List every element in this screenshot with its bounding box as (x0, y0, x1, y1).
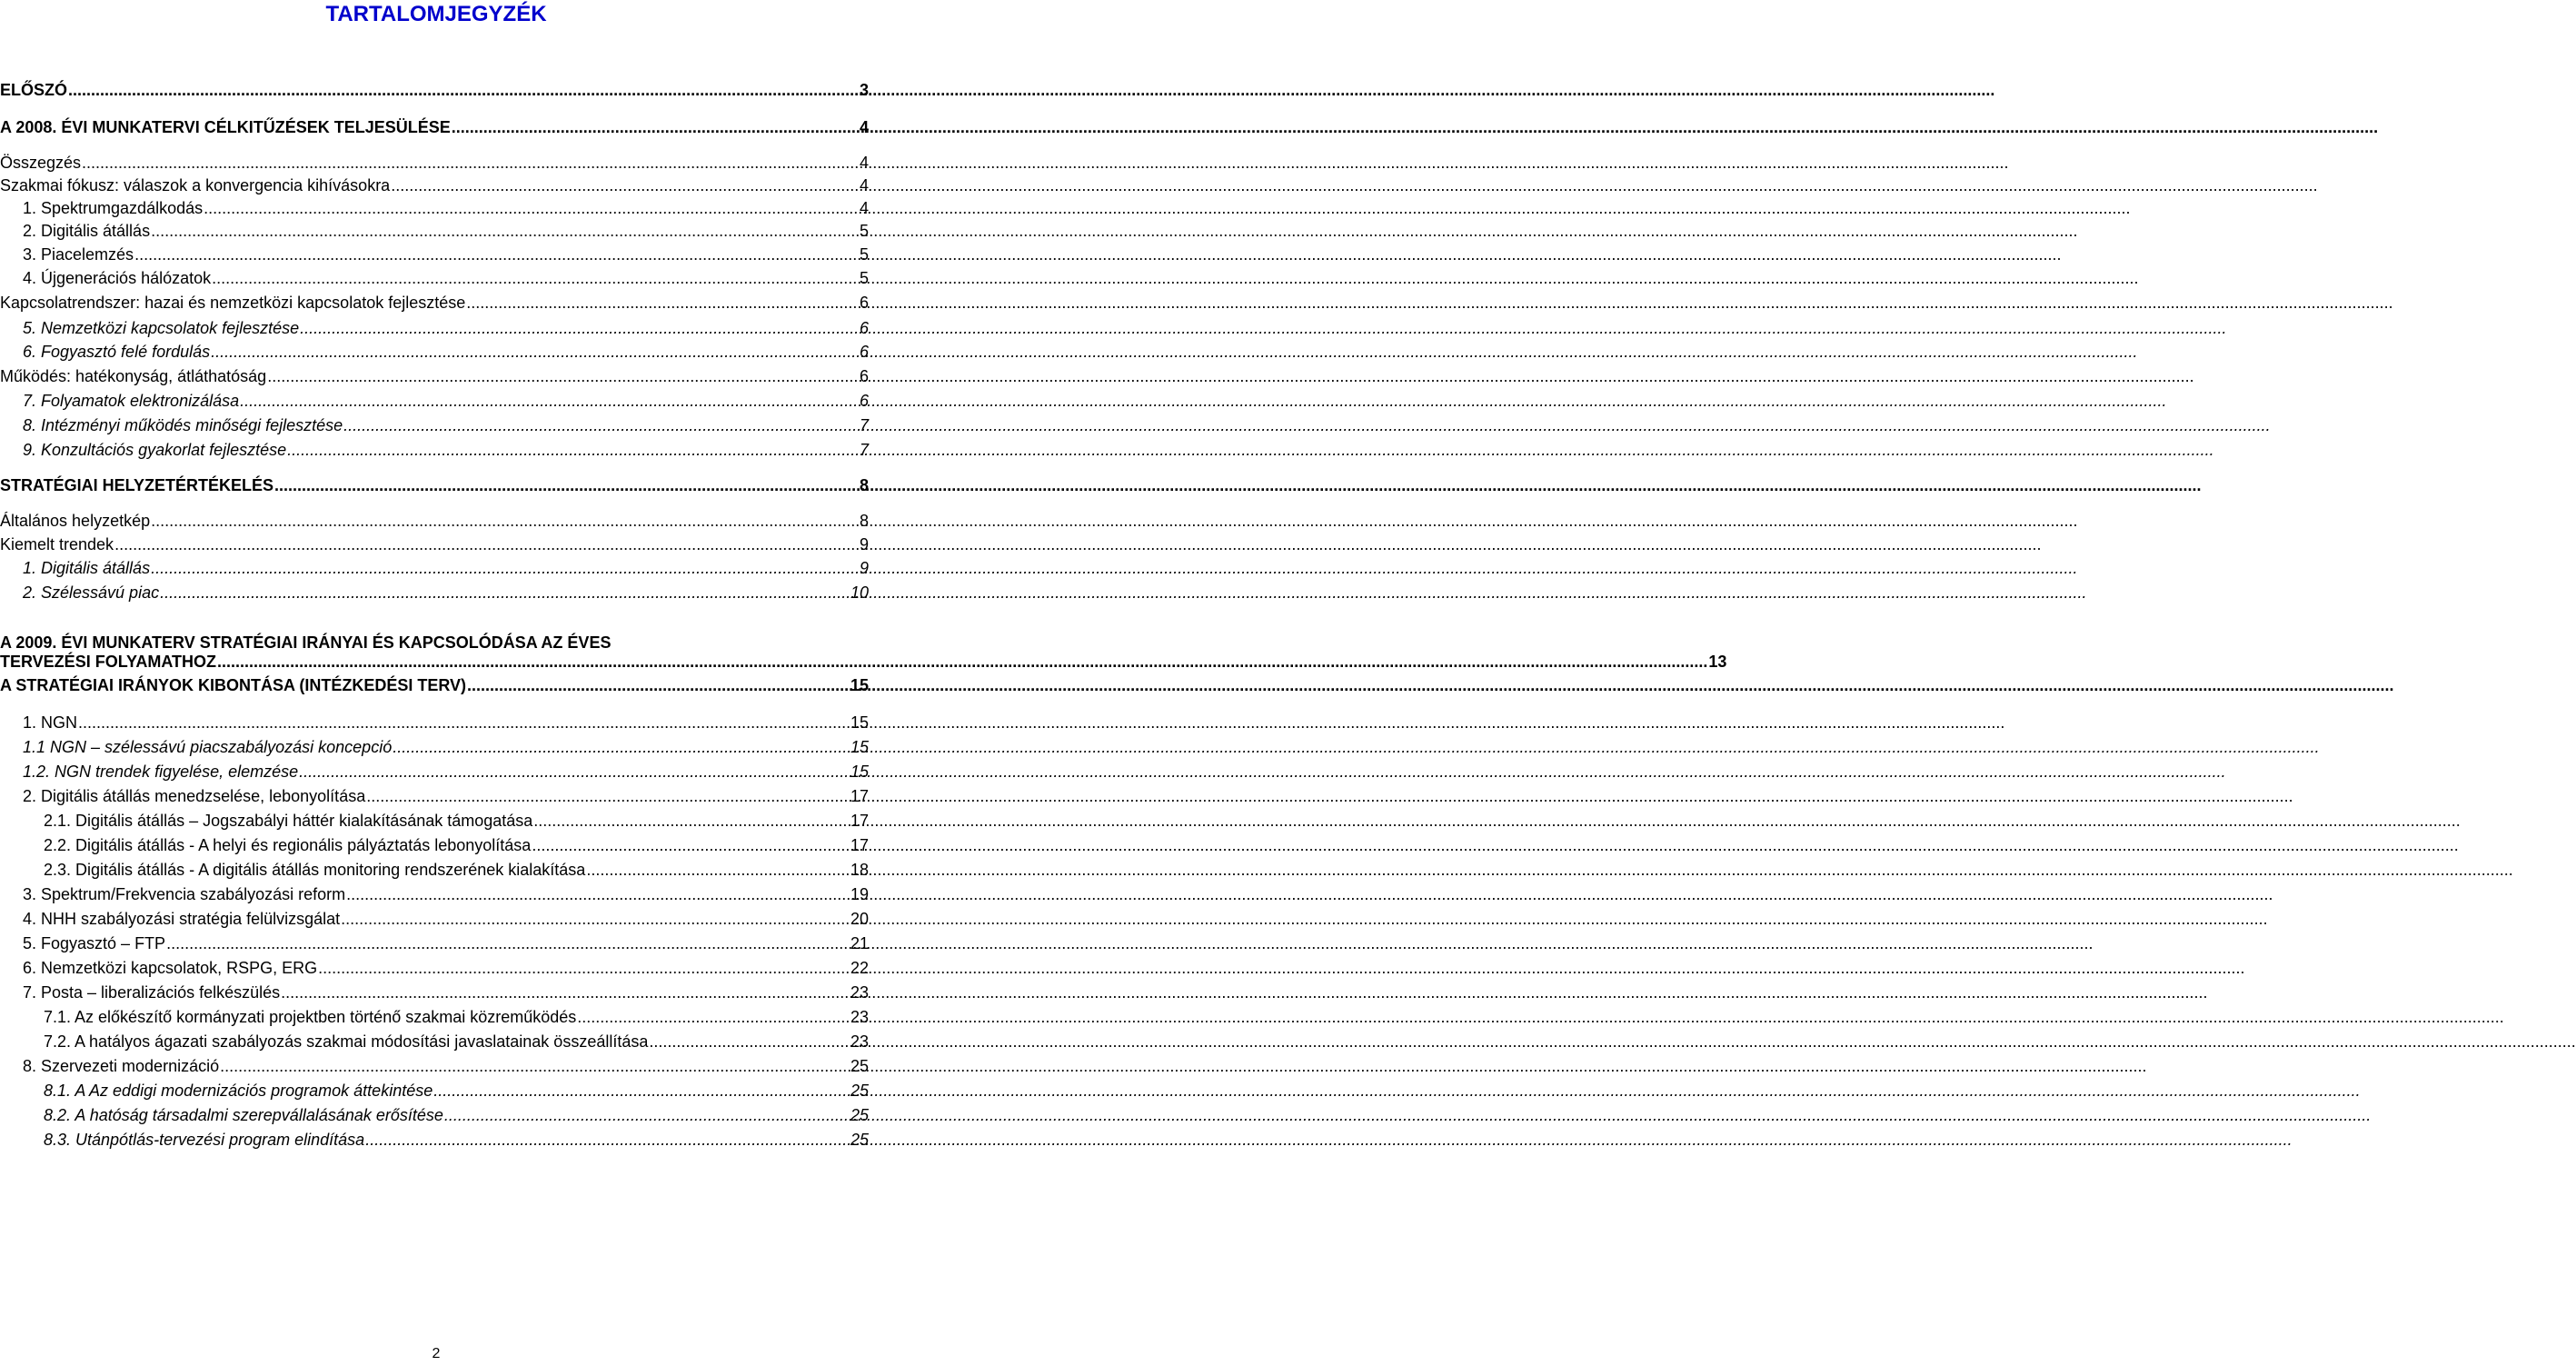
toc-leader-dots (649, 1032, 850, 1052)
toc-entry-page: 15 (850, 713, 869, 732)
toc-leader-dots (160, 583, 850, 603)
toc-entry-page: 23 (850, 983, 869, 1002)
toc-entry[interactable] (0, 416, 869, 435)
toc-entry[interactable] (0, 222, 869, 241)
toc-entry-label: 8.2. A hatóság társadalmi szerepvállalásának erősítése (44, 1106, 443, 1124)
toc-entry-label: 7. Folyamatok elektronizálása (23, 392, 240, 410)
toc-entry-page: 19 (850, 885, 869, 903)
toc-entry-label: Szakmai fókusz: válaszok a konvergencia kihívásokra (0, 176, 391, 194)
page-title: TARTALOMJEGYZÉK (325, 2, 547, 26)
toc-entry[interactable] (0, 1032, 869, 1052)
toc-leader-dots (366, 787, 850, 806)
toc-entry-page: 3 (859, 81, 869, 99)
toc-entry[interactable] (0, 81, 869, 100)
toc-leader-dots (220, 1057, 850, 1076)
toc-entry-page: 6 (859, 319, 869, 337)
toc-entry-label: 2. Digitális átállás (23, 222, 151, 240)
toc-entry-label-line2: TERVEZÉSI FOLYAMATHOZ (0, 653, 217, 671)
toc-entry-label: 5. Nemzetközi kapcsolatok fejlesztése (23, 319, 300, 337)
toc-entry[interactable] (0, 910, 869, 929)
toc-entry-page: 25 (850, 1131, 869, 1149)
toc-entry[interactable] (0, 245, 869, 264)
toc-entry[interactable] (0, 118, 869, 137)
toc-entry-page: 21 (850, 934, 869, 952)
toc-entry[interactable] (0, 343, 869, 362)
toc-entry-label: 6. Nemzetközi kapcsolatok, RSPG, ERG (23, 959, 318, 977)
toc-entry-page: 15 (850, 738, 869, 756)
toc-entry[interactable] (0, 738, 869, 757)
toc-entry-label: Kiemelt trendek (0, 535, 114, 553)
toc-leader-dots (78, 713, 850, 733)
toc-leader-dots (281, 983, 850, 1002)
toc-leader-dots (577, 1008, 850, 1027)
toc-entry[interactable] (0, 367, 869, 386)
toc-entry[interactable] (0, 676, 869, 695)
toc-entry[interactable] (0, 392, 869, 411)
toc-entry-page: 4 (859, 199, 869, 217)
toc-entry-label: 3. Spektrum/Frekvencia szabályozási reform (23, 885, 346, 903)
toc-entry-label: 2.3. Digitális átállás - A digitális átállás monitoring rendszerének kialakítása (44, 861, 586, 879)
toc-leader-dots (466, 294, 859, 313)
toc-entry-label: 8.3. Utánpótlás-tervezési program elindítása (44, 1131, 365, 1149)
toc-leader-dots (343, 416, 859, 435)
toc-leader-dots (274, 476, 859, 495)
toc-entry-label: 1. Spektrumgazdálkodás (23, 199, 204, 217)
toc-entry-page: 20 (850, 910, 869, 928)
toc-entry-page: 15 (850, 763, 869, 781)
toc-entry-label: 4. NHH szabályozási stratégia felülvizsgálat (23, 910, 341, 928)
toc-entry[interactable] (0, 836, 869, 855)
toc-leader-dots (393, 738, 850, 757)
toc-leader-dots (346, 885, 850, 904)
toc-entry-label: 1.2. NGN trendek figyelése, elemzése (23, 763, 299, 781)
toc-leader-dots (299, 763, 850, 782)
toc-leader-dots (467, 676, 850, 695)
toc-entry-wrapped[interactable] (0, 633, 1727, 672)
toc-entry-label: 2. Digitális átállás menedzselése, lebonyolítása (23, 787, 366, 805)
toc-leader-dots (433, 1082, 850, 1101)
toc-leader-dots (240, 392, 859, 411)
toc-entry-label: 7.1. Az előkészítő kormányzati projektben történő szakmai közreműködés (44, 1008, 577, 1026)
toc-leader-dots (586, 861, 850, 880)
toc-entry[interactable] (0, 294, 869, 313)
toc-leader-dots (444, 1106, 850, 1125)
toc-entry[interactable] (0, 583, 869, 603)
toc-leader-dots (287, 441, 859, 460)
toc-entry-label: 1.1 NGN – szélessávú piacszabályozási koncepció (23, 738, 393, 756)
toc-entry-label: STRATÉGIAI HELYZETÉRTÉKELÉS (0, 476, 274, 494)
toc-entry-label: 2.1. Digitális átállás – Jogszabályi háttér kialakításának támogatása (44, 812, 533, 830)
toc-entry[interactable] (0, 959, 869, 978)
toc-entry-page: 6 (859, 343, 869, 361)
toc-leader-dots (532, 836, 850, 855)
toc-entry[interactable] (0, 1131, 869, 1150)
toc-leader-dots (151, 222, 859, 241)
toc-leader-dots (452, 118, 859, 137)
toc-entry[interactable] (0, 934, 869, 953)
toc-entry-page: 17 (850, 836, 869, 854)
toc-entry[interactable] (0, 1082, 869, 1101)
toc-leader-dots (365, 1131, 850, 1150)
toc-leader-dots (82, 154, 859, 173)
toc-entry-label: 8.1. A Az eddigi modernizációs programok áttekintése (44, 1082, 433, 1100)
toc-entry-page: 10 (850, 583, 869, 602)
toc-entry-page: 5 (859, 222, 869, 240)
toc-entry[interactable] (0, 713, 869, 733)
toc-leader-dots (341, 910, 850, 929)
toc-entry-page: 13 (1708, 653, 1727, 671)
toc-entry[interactable] (0, 812, 869, 831)
toc-leader-dots (134, 245, 859, 264)
toc-entry-page: 25 (850, 1057, 869, 1075)
toc-entry-label: 7. Posta – liberalizációs felkészülés (23, 983, 281, 1002)
toc-entry[interactable] (0, 199, 869, 218)
toc-leader-dots (267, 367, 859, 386)
toc-leader-dots (211, 343, 859, 362)
toc-entry-label: Összegzés (0, 154, 82, 172)
toc-entry-label: A STRATÉGIAI IRÁNYOK KIBONTÁSA (INTÉZKEDÉSI TERV) (0, 676, 467, 694)
toc-entry-label: ELŐSZÓ (0, 81, 68, 99)
toc-entry-label: 3. Piacelemzés (23, 245, 134, 264)
toc-entry-page: 17 (850, 787, 869, 805)
toc-entry-page: 23 (850, 1032, 869, 1051)
toc-entry-page: 4 (859, 154, 869, 172)
toc-entry-page: 7 (859, 416, 869, 434)
toc-entry-label: 7.2. A hatályos ágazati szabályozás szakmai módosítási javaslatainak összeállítása (44, 1032, 649, 1051)
toc-entry[interactable] (0, 1057, 869, 1076)
toc-entry[interactable] (0, 319, 869, 338)
toc-leader-dots (114, 535, 859, 554)
toc-entry[interactable] (0, 535, 869, 554)
toc-entry-page: 5 (859, 269, 869, 287)
toc-entry[interactable] (0, 154, 869, 173)
toc-entry-page: 25 (850, 1082, 869, 1100)
toc-leader-dots (391, 176, 859, 195)
toc-entry-page: 8 (859, 512, 869, 530)
toc-entry-label: Működés: hatékonyság, átláthatóság (0, 367, 267, 385)
toc-entry[interactable] (0, 559, 869, 578)
toc-entry[interactable] (0, 269, 869, 288)
toc-entry-label: 9. Konzultációs gyakorlat fejlesztése (23, 441, 287, 459)
toc-entry-page: 6 (859, 294, 869, 312)
toc-entry-label: Kapcsolatrendszer: hazai és nemzetközi kapcsolatok fejlesztése (0, 294, 466, 312)
toc-entry-page: 4 (859, 176, 869, 194)
toc-entry[interactable] (0, 476, 869, 495)
toc-leader-dots (533, 812, 850, 831)
toc-entry-page: 8 (859, 476, 869, 494)
toc-leader-dots (217, 653, 1707, 672)
toc-entry-label: 2. Szélessávú piac (23, 583, 160, 602)
toc-entry-page: 7 (859, 441, 869, 459)
toc-entry-page: 23 (850, 1008, 869, 1026)
toc-leader-dots (204, 199, 859, 218)
toc-entry-page: 6 (859, 392, 869, 410)
toc-entry-page: 9 (859, 535, 869, 553)
toc-entry-page: 17 (850, 812, 869, 830)
page-number: 2 (432, 1346, 441, 1361)
toc-leader-dots (166, 934, 850, 953)
toc-entry-label: 4. Újgenerációs hálózatok (23, 269, 212, 287)
toc-entry-label: 5. Fogyasztó – FTP (23, 934, 166, 952)
toc-entry-label: Általános helyzetkép (0, 512, 151, 530)
toc-entry-page: 18 (850, 861, 869, 879)
toc-entry-page: 9 (859, 559, 869, 577)
toc-entry-label: 8. Intézményi működés minőségi fejlesztése (23, 416, 343, 434)
toc-leader-dots (318, 959, 850, 978)
toc-entry-label: 8. Szervezeti modernizáció (23, 1057, 220, 1075)
toc-entry[interactable] (0, 861, 869, 880)
toc-leader-dots (212, 269, 859, 288)
toc-leader-dots (68, 81, 859, 100)
toc-entry-label: 1. NGN (23, 713, 78, 732)
toc-entry-label: 6. Fogyasztó felé fordulás (23, 343, 211, 361)
toc-entry-page: 4 (859, 118, 869, 136)
toc-entry[interactable] (0, 176, 869, 195)
toc-leader-dots (151, 512, 859, 531)
toc-entry[interactable] (0, 512, 869, 531)
toc-entry-page: 25 (850, 1106, 869, 1124)
toc-leader-dots (151, 559, 859, 578)
toc-entry-page: 6 (859, 367, 869, 385)
toc-entry-page: 5 (859, 245, 869, 264)
toc-entry[interactable] (0, 983, 869, 1002)
toc-entry[interactable] (0, 763, 869, 782)
toc-entry[interactable] (0, 787, 869, 806)
toc-entry-label: 2.2. Digitális átállás - A helyi és regionális pályáztatás lebonyolítása (44, 836, 532, 854)
toc-entry[interactable] (0, 1106, 869, 1125)
toc-entry[interactable] (0, 1008, 869, 1027)
toc-entry[interactable] (0, 885, 869, 904)
toc-entry-page: 15 (850, 676, 869, 694)
toc-entry[interactable] (0, 441, 869, 460)
toc-entry-label: A 2008. ÉVI MUNKATERVI CÉLKITŰZÉSEK TELJESÜLÉSE (0, 118, 451, 136)
toc-entry-label: 1. Digitális átállás (23, 559, 151, 577)
toc-leader-dots (300, 319, 859, 338)
toc-entry-page: 22 (850, 959, 869, 977)
toc-entry-label-line1: A 2009. ÉVI MUNKATERV STRATÉGIAI IRÁNYAI ÉS KAPCSOLÓDÁSA AZ ÉVES (0, 633, 612, 652)
